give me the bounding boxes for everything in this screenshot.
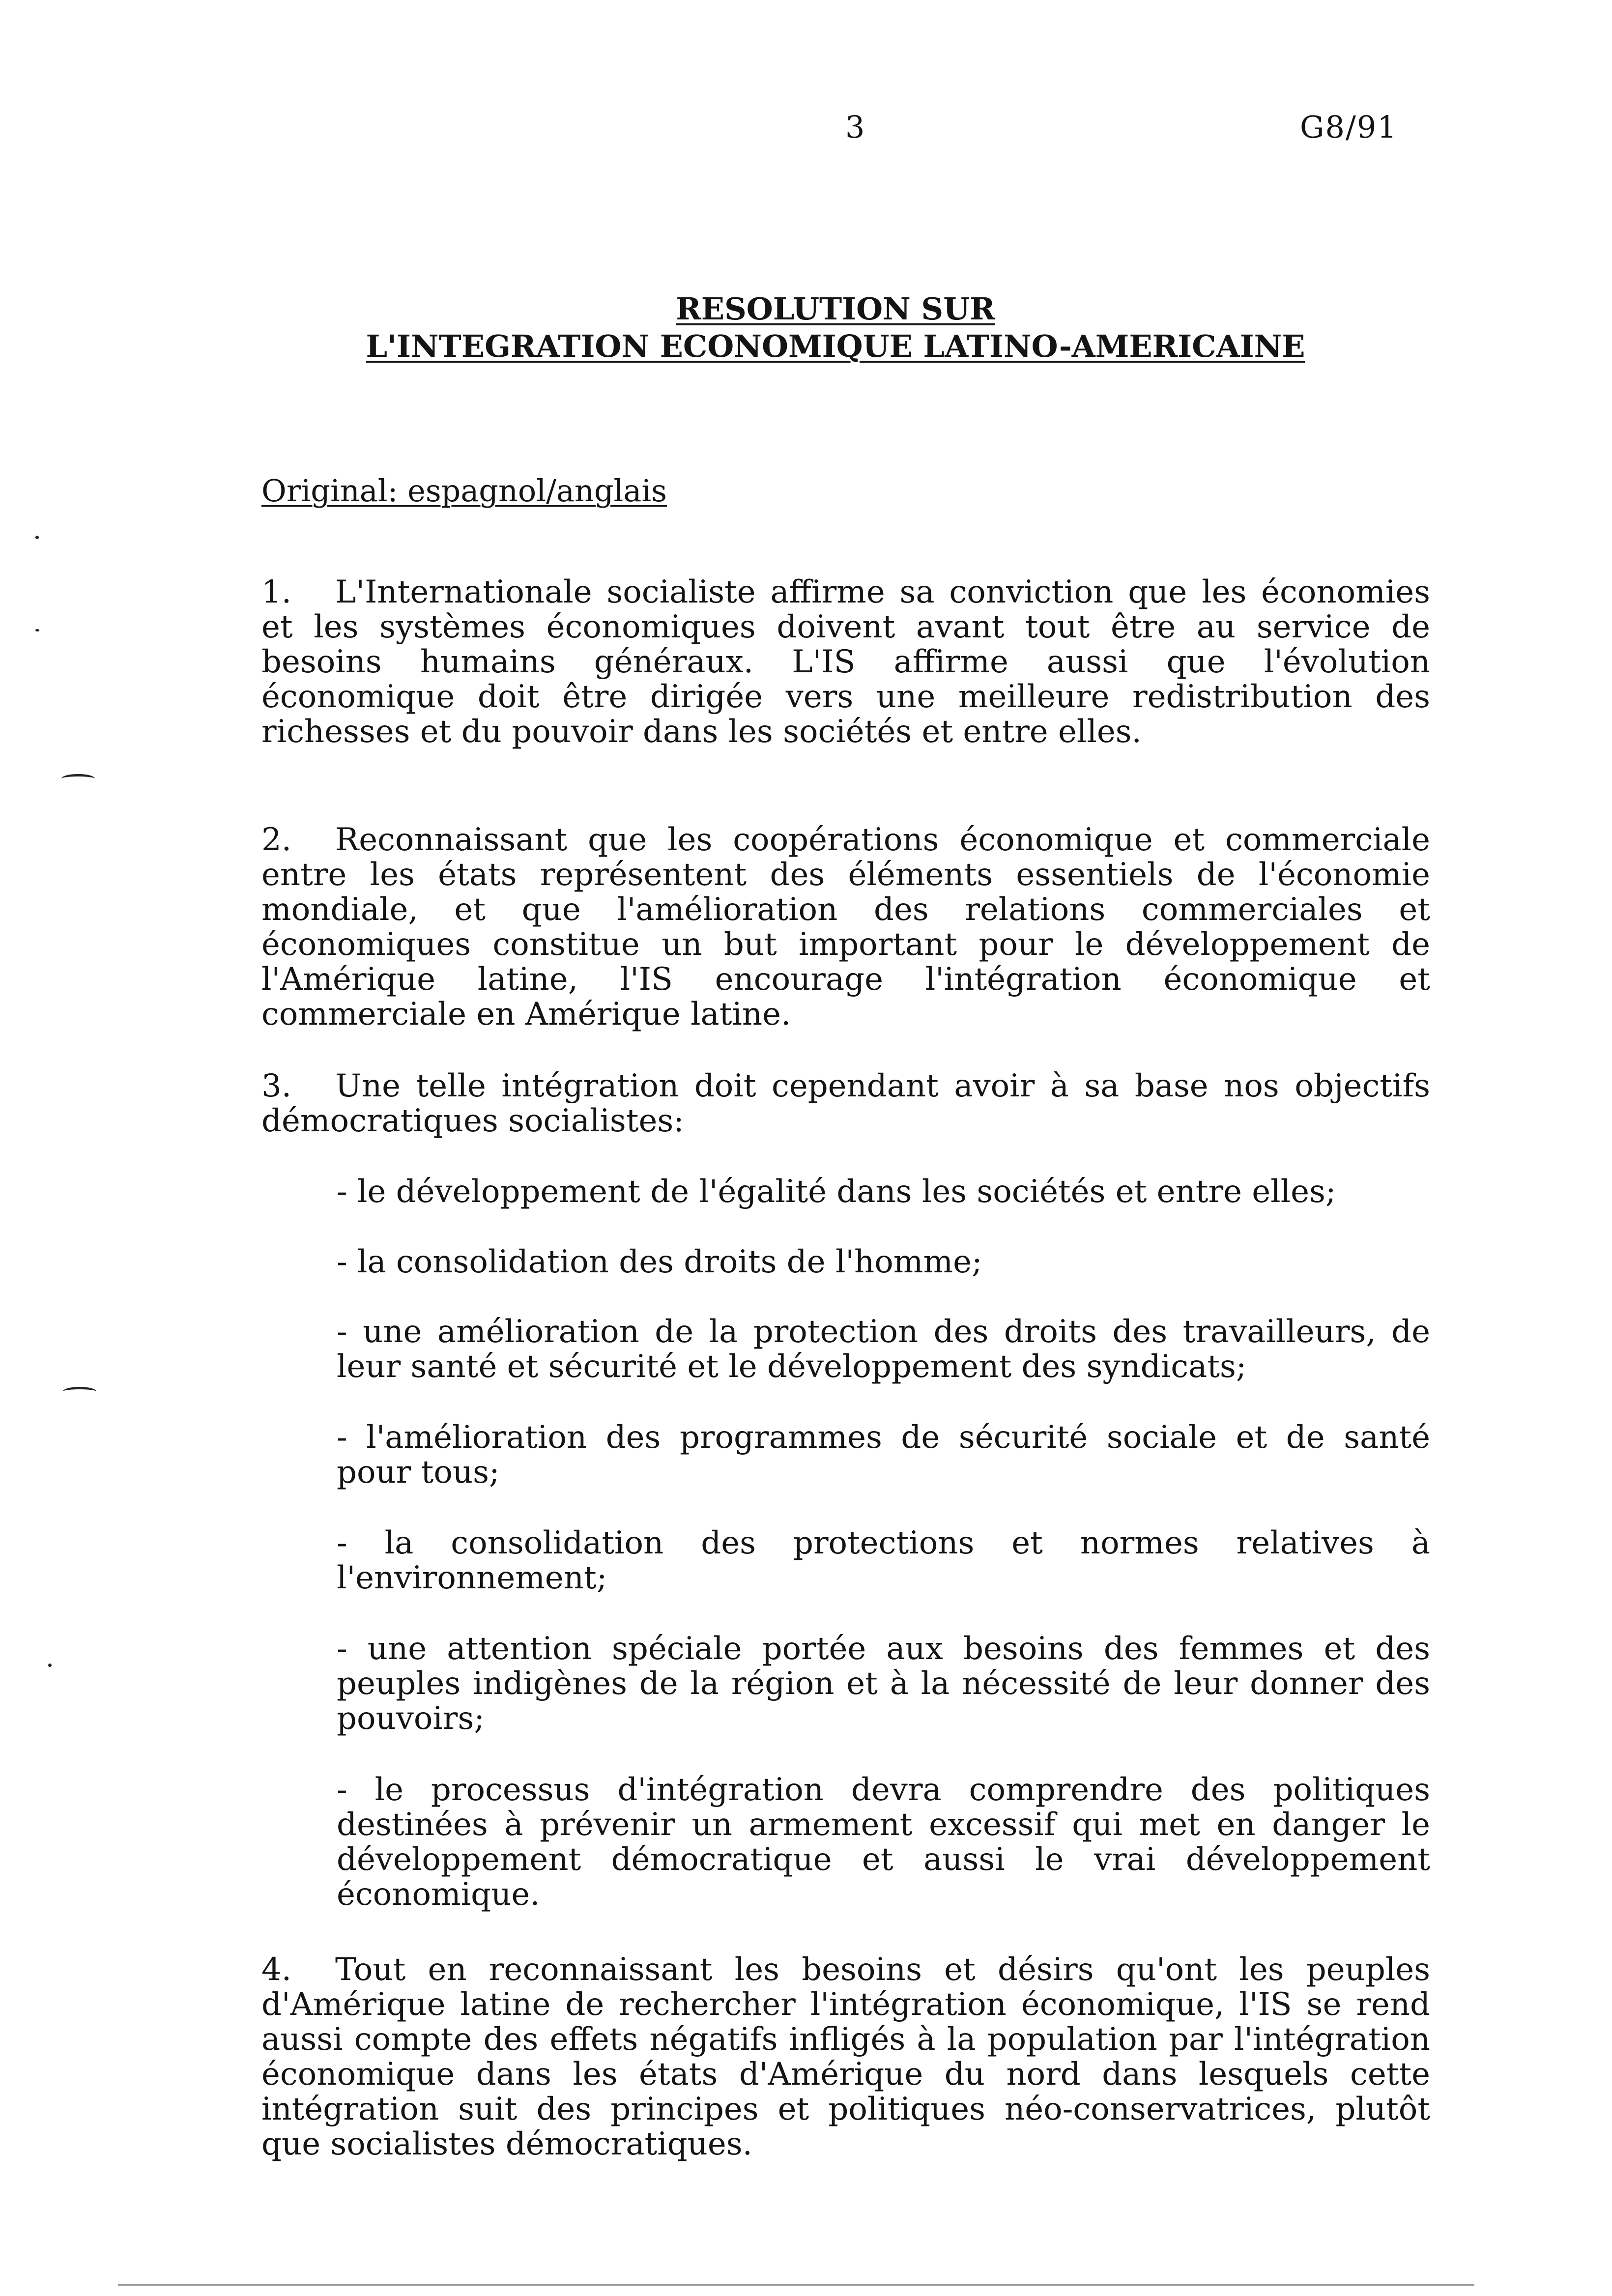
paragraph-number: 3.	[261, 1068, 292, 1104]
paragraph-number: 2.	[261, 822, 292, 858]
scan-speck	[35, 629, 39, 631]
paragraph-2	[261, 823, 1430, 1032]
paragraph-text: L'Internationale socialiste affirme sa conviction que les économies et les systèmes économiques doivent avant tout être au service de besoins humains généraux. L'IS affirme aussi que l'évolution économique doit être dirigée vers une meilleure redistribution des richesses et du pouvoir dans les sociétés et entre elles.	[261, 574, 1430, 750]
page-number: 3	[845, 109, 865, 145]
scan-speck	[48, 1664, 52, 1667]
objective-item: - le processus d'intégration devra comprendre des politiques destinées à prévenir un armement excessif qui met en danger le développement démocratique et aussi le vrai développement économique.	[337, 1772, 1430, 1913]
paragraph-1	[261, 575, 1430, 749]
scan-bottom-edge	[118, 2284, 1474, 2286]
scan-binder-mark	[61, 774, 95, 783]
scan-binder-mark	[63, 1387, 96, 1396]
paragraph-text: Reconnaissant que les coopérations économique et commerciale entre les états représentent des éléments essentiels de l'économie mondiale, et que l'amélioration des relations commerciales et économiques constitue un but important pour le développement de l'Amérique latine, l'IS encourage l'intégration économique et commerciale en Amérique latine.	[261, 822, 1430, 1033]
objective-item: - l'amélioration des programmes de sécurité sociale et de santé pour tous;	[337, 1419, 1430, 1491]
paragraph-3	[261, 1069, 1430, 1139]
paragraph-text: Une telle intégration doit cependant avoir à sa base nos objectifs démocratiques socialistes:	[261, 1068, 1430, 1139]
title-line-1: RESOLUTION SUR	[676, 291, 995, 327]
original-language-note: Original: espagnol/anglais	[261, 473, 667, 509]
objective-item: - la consolidation des protections et normes relatives à l'environnement;	[337, 1525, 1430, 1596]
objective-item: - le développement de l'égalité dans les sociétés et entre elles;	[337, 1174, 1336, 1210]
objective-item: - la consolidation des droits de l'homme;	[337, 1244, 982, 1280]
title-line-2: L'INTEGRATION ECONOMIQUE LATINO-AMERICAINE	[366, 328, 1305, 364]
paragraph-4	[261, 1952, 1430, 2162]
paragraph-number: 4.	[261, 1952, 292, 1988]
paragraph-text: Tout en reconnaissant les besoins et désirs qu'ont les peuples d'Amérique latine de rechercher l'intégration économique, l'IS se rend aussi compte des effets négatifs infligés à la population par l'intégration économique dans les états d'Amérique du nord dans lesquels cette intégration suit des principes et politiques néo-conservatrices, plutôt que socialistes démocratiques.	[261, 1952, 1430, 2162]
document-reference: G8/91	[1300, 109, 1398, 145]
paragraph-number: 1.	[261, 574, 292, 610]
objective-item: - une attention spéciale portée aux besoins des femmes et des peuples indigènes de la région et à la nécessité de leur donner des pouvoirs;	[337, 1631, 1430, 1737]
objective-item: - une amélioration de la protection des droits des travailleurs, de leur santé et sécurité et le développement des syndicats;	[337, 1314, 1430, 1385]
scan-speck	[35, 536, 39, 539]
